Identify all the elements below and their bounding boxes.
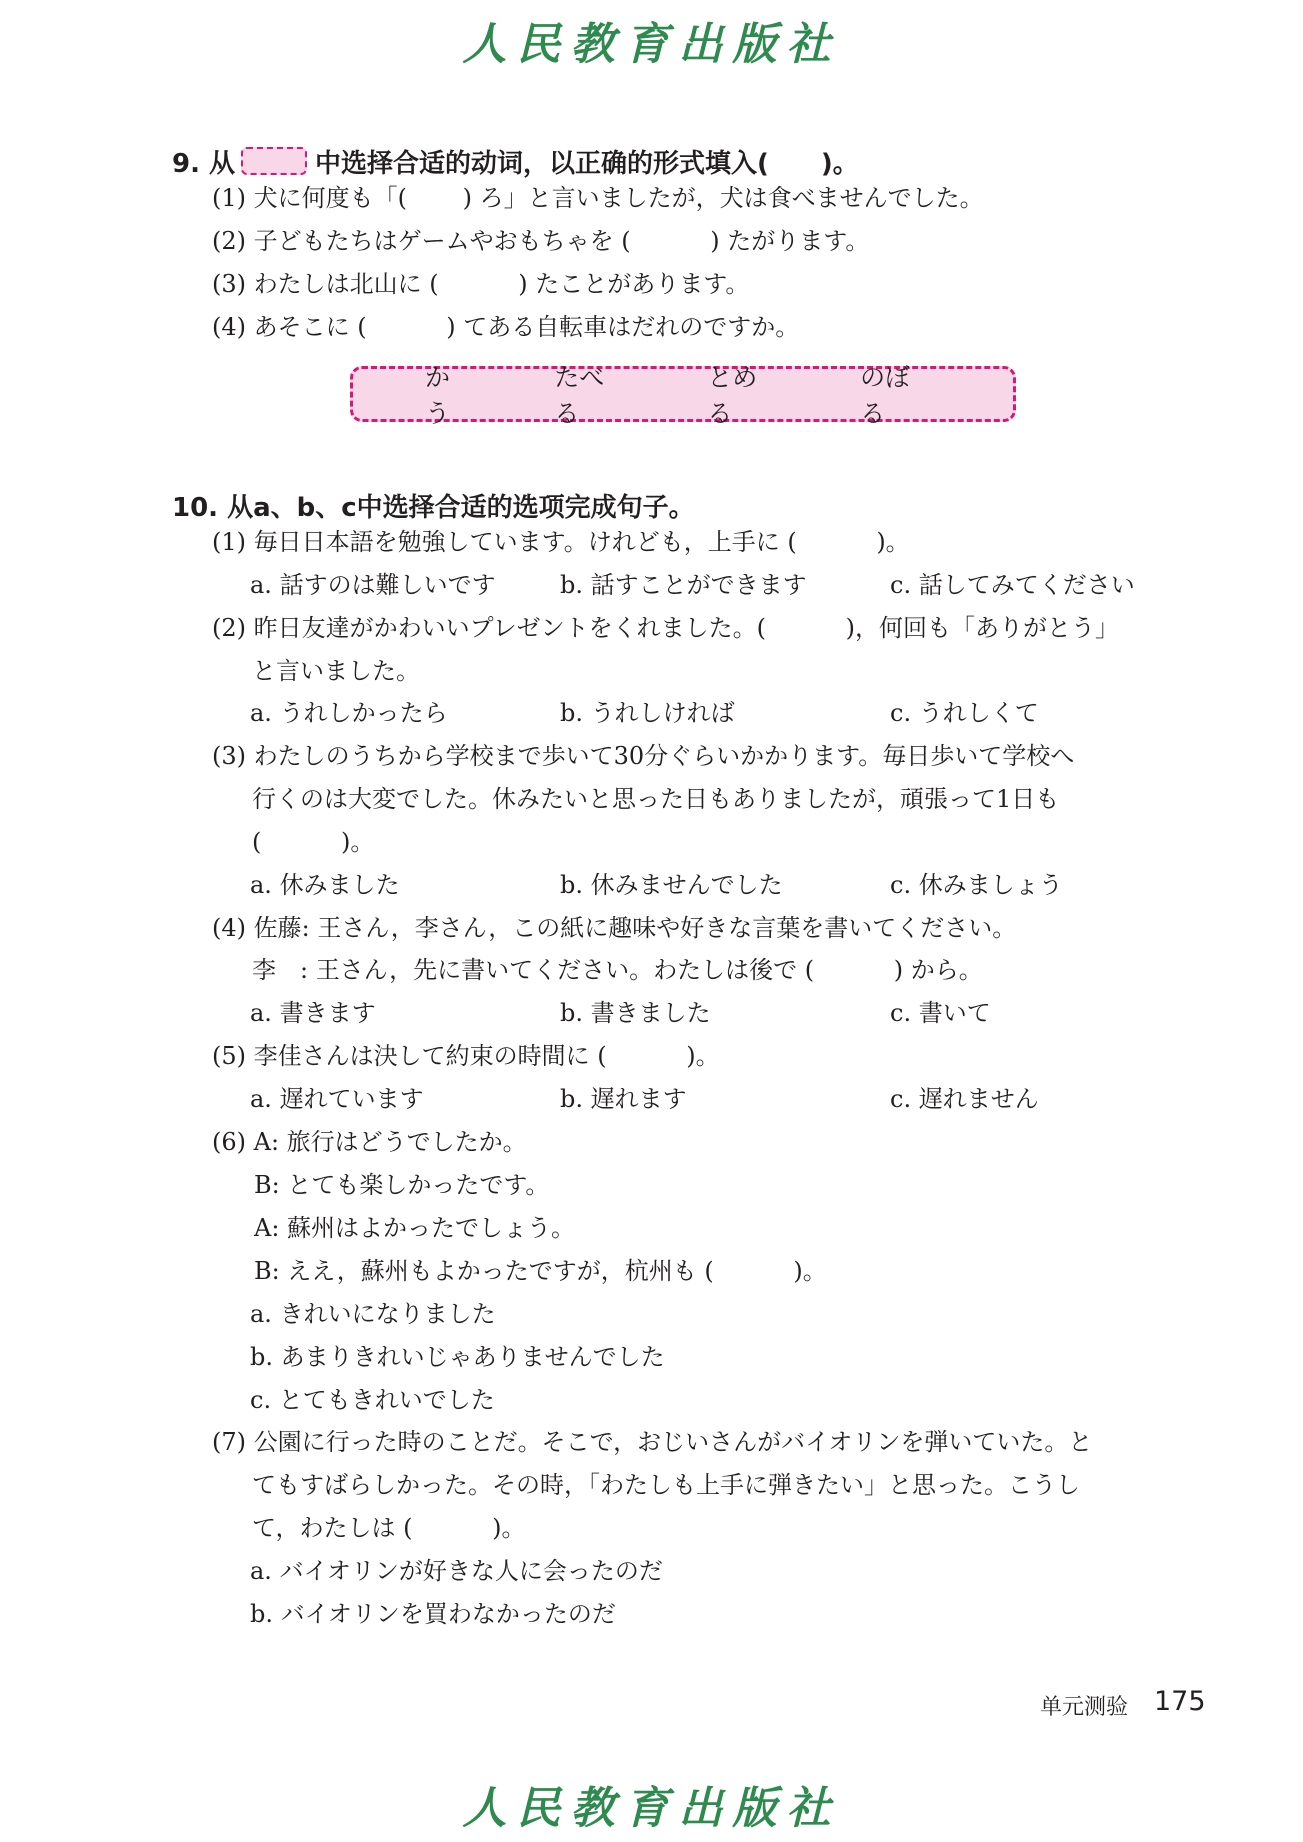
- page-number: 175: [1154, 1686, 1206, 1717]
- word-choice: かう: [425, 363, 451, 428]
- word-choice: のぼる: [860, 363, 911, 428]
- q10-line: B: とても楽しかったです。: [254, 1171, 550, 1199]
- q10-line: (4) 佐藤: 王さん，李さん，この紙に趣味や好きな言葉を書いてください。: [212, 914, 1017, 942]
- q9-item-3: (3) わたしは北山に ( ) たことがあります。: [212, 270, 750, 298]
- option-b: b. 書きました: [560, 999, 711, 1027]
- q10-line: と言いました。: [252, 657, 420, 685]
- q10-line: (3) わたしのうちから学校まで歩いて30分ぐらいかかります。毎日歩いて学校へ: [212, 742, 1075, 770]
- q10-line: (7) 公園に行った時のことだ。そこで，おじいさんがバイオリンを弾いていた。と: [212, 1428, 1093, 1456]
- word-box-marker: [241, 147, 307, 175]
- option-c: c. 休みましょう: [890, 871, 1063, 899]
- q10-line: ( )。: [252, 828, 375, 856]
- q10-title: 10. 从a、b、c中选择合适的选项完成句子。: [172, 493, 695, 523]
- option-c: c. 話してみてください: [890, 571, 1135, 599]
- q9-title-prefix: 9. 从: [172, 149, 236, 179]
- q10-line: てもすばらしかった。その時，「わたしも上手に弾きたい」と思った。こうし: [252, 1471, 1080, 1499]
- option-a: a. 話すのは難しいです: [250, 571, 496, 599]
- q10-line: (2) 昨日友達がかわいいプレゼントをくれました。( )，何回も「ありがとう」: [212, 614, 1120, 642]
- option-b: b. バイオリンを買わなかったのだ: [250, 1600, 616, 1628]
- q10-line: A: 蘇州はよかったでしょう。: [254, 1214, 576, 1242]
- q9-title: [172, 143, 859, 180]
- option-b: b. うれしければ: [560, 699, 735, 727]
- option-a: a. 休みました: [250, 871, 400, 899]
- q10-line: (6) A: 旅行はどうでしたか。: [212, 1128, 527, 1156]
- q10-line: 李 : 王さん，先に書いてください。わたしは後で ( ) から。: [252, 956, 983, 984]
- q10-line: B: ええ，蘇州もよかったですが，杭州も ( )。: [254, 1257, 827, 1285]
- section-label: 单元测验: [1040, 1695, 1129, 1720]
- q9-item-1: (1) 犬に何度も「( ) ろ」と言いましたが，犬は食べませんでした。: [212, 184, 984, 212]
- option-c: c. 書いて: [890, 999, 991, 1027]
- word-choice: たべる: [554, 363, 605, 428]
- option-b: b. あまりきれいじゃありませんでした: [250, 1343, 665, 1371]
- publisher-logo: 人民教育出版社: [462, 1783, 841, 1834]
- q9-item-4: (4) あそこに ( ) てある自転車はだれのですか。: [212, 313, 800, 341]
- word-choice-box: [350, 363, 1016, 428]
- q9-title-suffix: 中选择合适的动词，以正确的形式填入( )。: [315, 149, 859, 179]
- option-a: a. 書きます: [250, 999, 376, 1027]
- option-a: a. 遅れています: [250, 1085, 424, 1113]
- option-a: a. バイオリンが好きな人に会ったのだ: [250, 1557, 663, 1585]
- q10-line: (1) 毎日日本語を勉強しています。けれども，上手に ( )。: [212, 528, 910, 556]
- option-a: a. きれいになりました: [250, 1300, 496, 1328]
- option-a: a. うれしかったら: [250, 699, 448, 727]
- option-b: b. 話すことができます: [560, 571, 807, 599]
- q9-item-2: (2) 子どもたちはゲームやおもちゃを ( ) たがります。: [212, 227, 870, 255]
- option-c: c. とてもきれいでした: [250, 1386, 495, 1414]
- publisher-logo: 人民教育出版社: [462, 19, 841, 70]
- option-c: c. 遅れません: [890, 1085, 1039, 1113]
- option-c: c. うれしくて: [890, 699, 1039, 727]
- word-choice: とめる: [707, 363, 758, 428]
- option-b: b. 遅れます: [560, 1085, 687, 1113]
- option-b: b. 休みませんでした: [560, 871, 783, 899]
- q10-line: て，わたしは ( )。: [252, 1514, 526, 1542]
- q10-line: 行くのは大変でした。休みたいと思った日もありましたが，頑張って1日も: [252, 785, 1060, 813]
- q10-line: (5) 李佳さんは決して約束の時間に ( )。: [212, 1042, 720, 1070]
